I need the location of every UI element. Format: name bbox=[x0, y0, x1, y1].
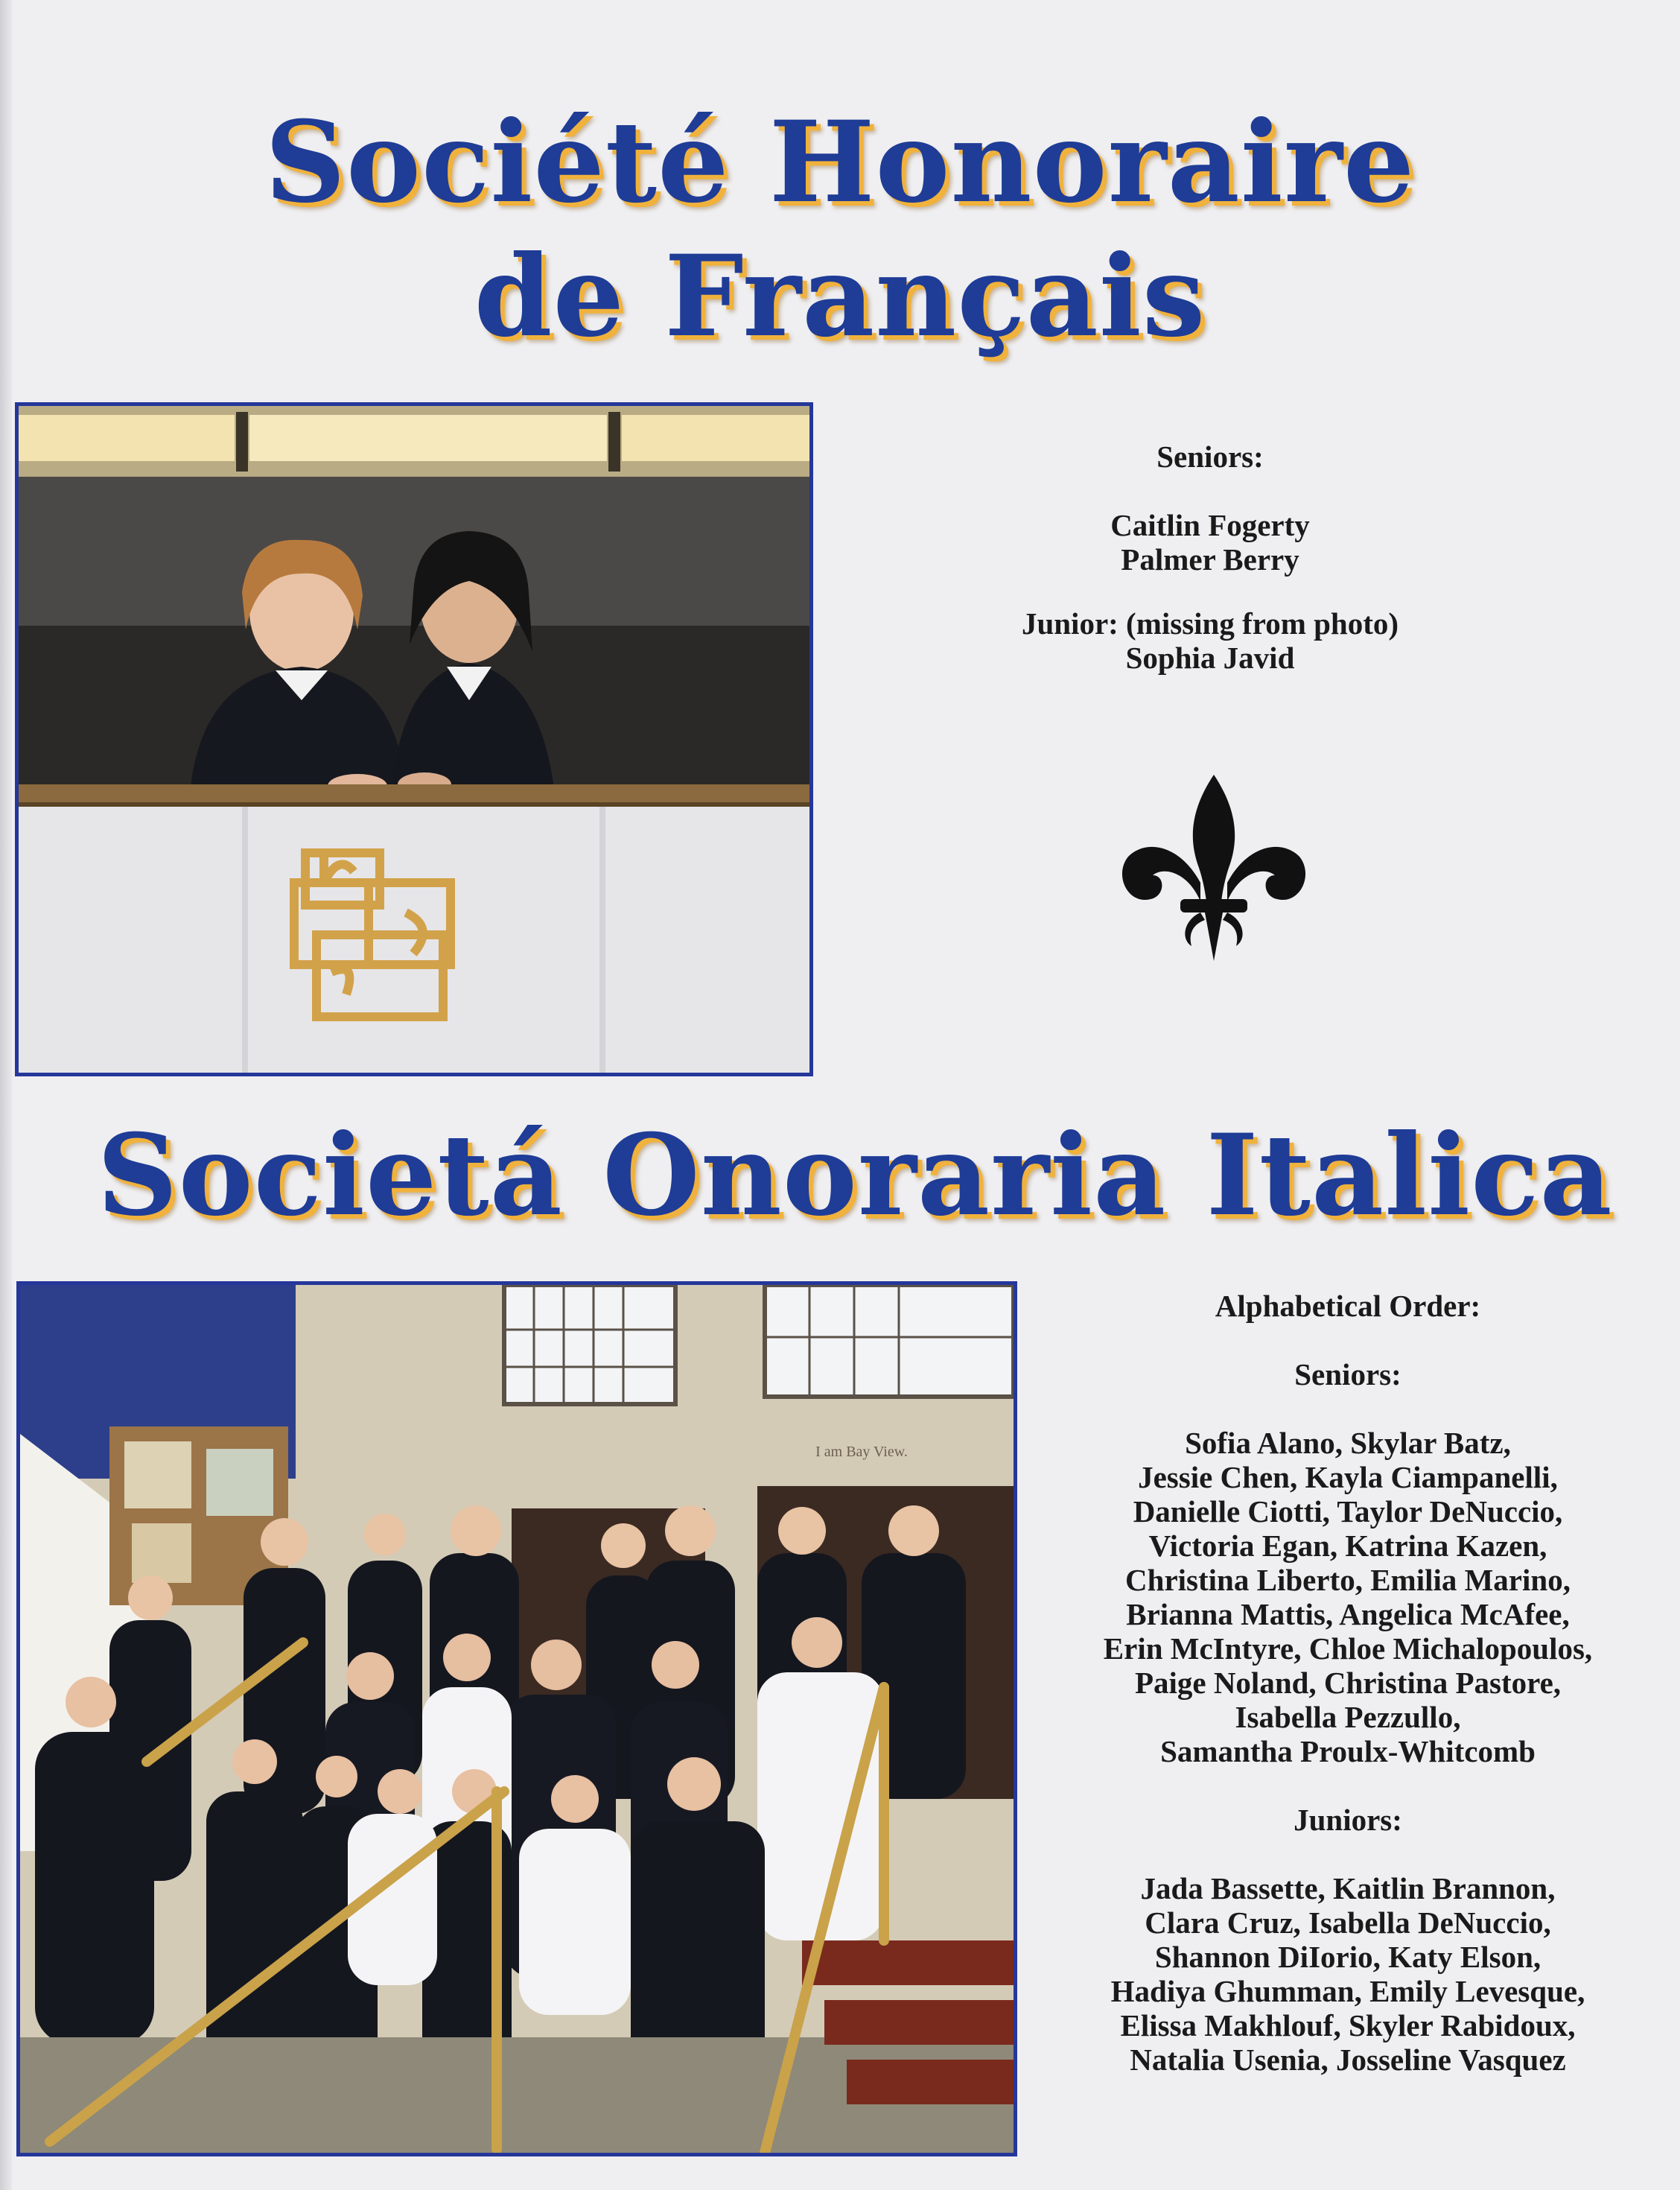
french-group-photo bbox=[15, 402, 813, 1076]
italian-senior-line: Victoria Egan, Katrina Kazen, bbox=[1148, 1529, 1547, 1563]
italian-senior-line: Samantha Proulx-Whitcomb bbox=[1160, 1734, 1536, 1768]
italian-group-photo bbox=[16, 1281, 1017, 2156]
italian-senior-line: Paige Noland, Christina Pastore, bbox=[1134, 1666, 1562, 1700]
italian-junior-line: Elissa Makhlouf, Skyler Rabidoux, bbox=[1120, 2008, 1576, 2043]
italian-junior-line: Clara Cruz, Isabella DeNuccio, bbox=[1145, 1905, 1551, 1940]
french-title-line2: de Français bbox=[474, 231, 1206, 362]
italian-senior-line: Sofia Alano, Skylar Batz, bbox=[1185, 1426, 1511, 1460]
italian-members-column bbox=[1028, 1289, 1668, 2077]
italian-senior-line: Isabella Pezzullo, bbox=[1235, 1700, 1461, 1734]
italian-senior-line: Christina Liberto, Emilia Marino, bbox=[1125, 1563, 1571, 1597]
fleur-de-lis-icon bbox=[1117, 771, 1311, 965]
italian-title: Societá Onoraria Italica bbox=[97, 1110, 1613, 1241]
italian-senior-line: Danielle Ciotti, Taylor DeNuccio, bbox=[1133, 1494, 1563, 1529]
italian-order-heading: Alphabetical Order: bbox=[1215, 1289, 1481, 1323]
french-junior-name: Sophia Javid bbox=[1125, 641, 1295, 675]
italian-senior-line: Erin McIntyre, Chloe Michalopoulos, bbox=[1103, 1631, 1593, 1666]
italian-junior-line: Shannon DiIorio, Katy Elson, bbox=[1154, 1940, 1541, 1974]
italian-senior-line: Jessie Chen, Kayla Ciampanelli, bbox=[1138, 1460, 1558, 1494]
bay-view-sign: I am Bay View. bbox=[815, 1444, 908, 1460]
italian-seniors-heading: Seniors: bbox=[1294, 1357, 1401, 1391]
italian-junior-line: Jada Bassette, Kaitlin Brannon, bbox=[1140, 1871, 1556, 1905]
french-title-line1: Société Honoraire bbox=[264, 97, 1416, 228]
french-members-column bbox=[886, 439, 1534, 675]
french-seniors-heading: Seniors: bbox=[1156, 439, 1264, 474]
italian-juniors-heading: Juniors: bbox=[1294, 1803, 1402, 1837]
french-junior-heading: Junior: (missing from photo) bbox=[1021, 606, 1399, 641]
italian-junior-line: Hadiya Ghumman, Emily Levesque, bbox=[1110, 1974, 1585, 2008]
french-senior-name: Palmer Berry bbox=[1121, 542, 1299, 577]
italian-senior-line: Brianna Mattis, Angelica McAfee, bbox=[1126, 1597, 1570, 1631]
french-senior-name: Caitlin Fogerty bbox=[1110, 508, 1310, 542]
italian-junior-line: Natalia Usenia, Josseline Vasquez bbox=[1130, 2043, 1566, 2077]
